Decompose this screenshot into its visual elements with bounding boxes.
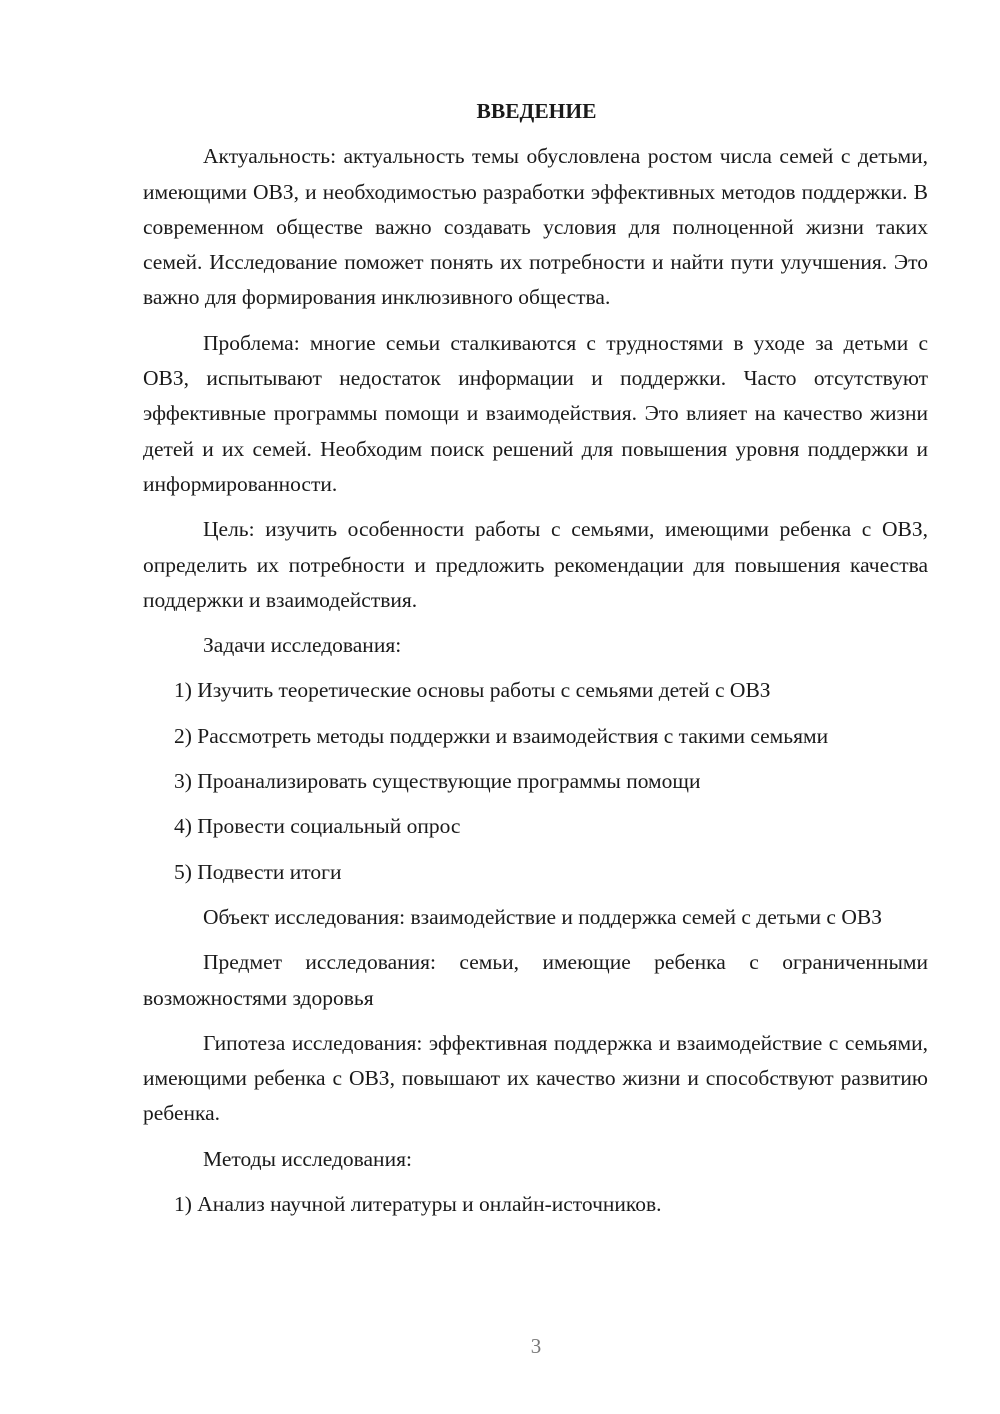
method-item-1: 1) Анализ научной литературы и онлайн-источников. — [174, 1192, 662, 1217]
tasks-label: Задачи исследования: — [203, 633, 402, 658]
object-paragraph: Объект исследования: взаимодействие и поддержка семей с детьми с ОВЗ — [203, 904, 882, 929]
hypothesis-paragraph: Гипотеза исследования: эффективная поддержка и взаимодействие с семьями, имеющими ребенка с ОВЗ, повышают их качество жизни и способствуют развитию ребенка. — [143, 1030, 928, 1126]
task-item-5: 5) Подвести итоги — [174, 859, 342, 884]
task-item-3: 3) Проанализировать существующие программы помощи — [174, 769, 701, 794]
task-item-1: 1) Изучить теоретические основы работы с семьями детей с ОВЗ — [174, 678, 771, 703]
document-page — [143, 94, 928, 1232]
page-number: 3 — [530, 1334, 542, 1358]
goal-paragraph: Цель: изучить особенности работы с семьями, имеющими ребенка с ОВЗ, определить их потребности и предложить рекомендации для повышения качества поддержки и взаимодействия. — [143, 517, 928, 612]
task-item-2: 2) Рассмотреть методы поддержки и взаимодействия с такими семьями — [174, 723, 829, 748]
methods-label: Методы исследования: — [203, 1146, 412, 1171]
page-title: ВВЕДЕНИЕ — [476, 99, 597, 123]
problem-paragraph: Проблема: многие семьи сталкиваются с трудностями в уходе за детьми с ОВЗ, испытывают недостаток информации и поддержки. Часто отсутствуют эффективные программы помощи и взаимодействия. Это влияет на качество жизни детей и их семей. Необходим поиск решений для повышения уровня поддержки и информированности. — [143, 330, 928, 496]
relevance-paragraph: Актуальность: актуальность темы обусловлена ростом числа семей с детьми, имеющими ОВЗ, и необходимостью разработки эффективных методов поддержки. В современном обществе важно создавать условия для полноценной жизни таких семей. Исследование поможет понять их потребности и найти пути улучшения. Это важно для формирования инклюзивного общества. — [143, 144, 928, 310]
subject-paragraph: Предмет исследования: семьи, имеющие ребенка с ограниченными возможностями здоровья — [143, 950, 928, 1010]
task-item-4: 4) Провести социальный опрос — [174, 814, 461, 839]
